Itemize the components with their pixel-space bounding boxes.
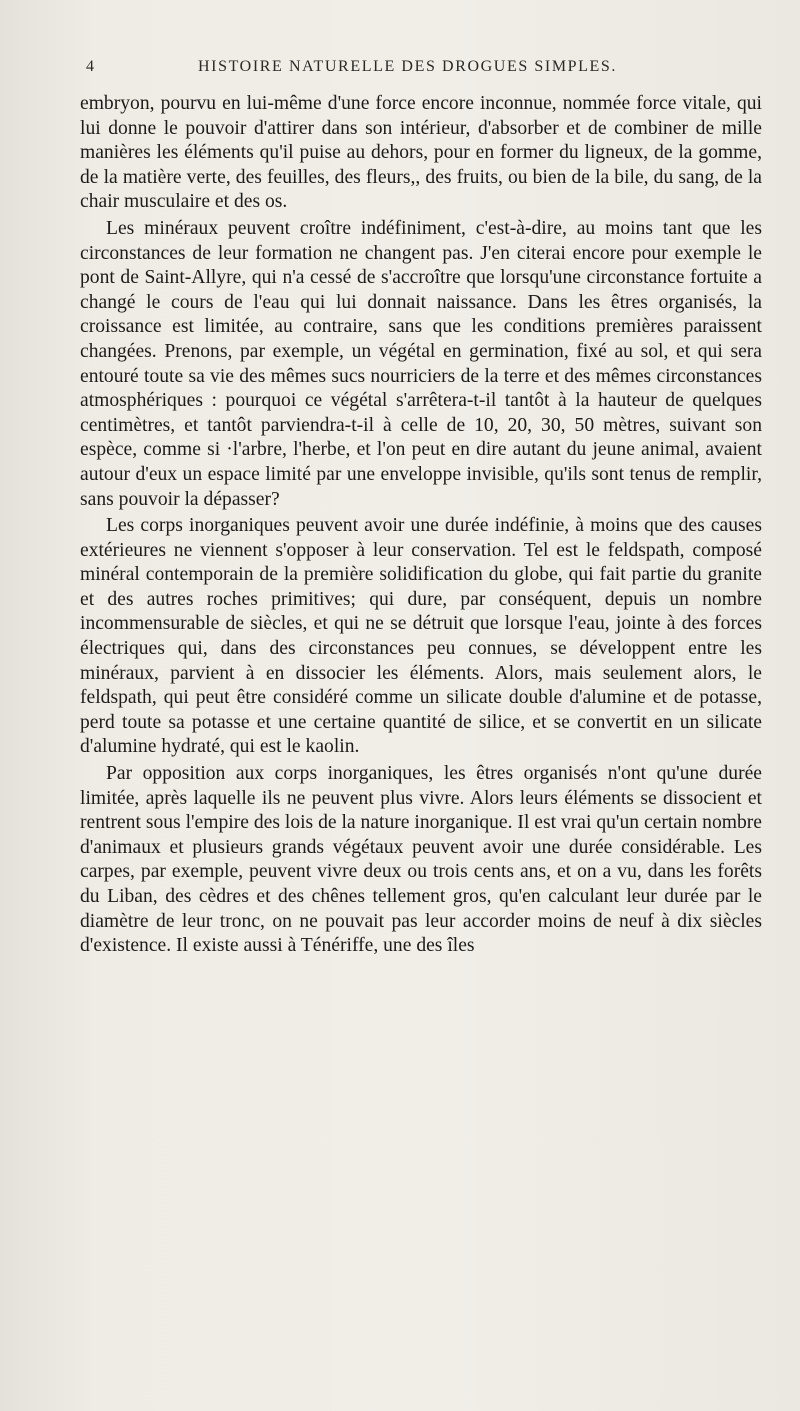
page-number: 4 bbox=[86, 58, 96, 75]
running-header bbox=[86, 58, 776, 84]
body-text bbox=[80, 92, 762, 959]
paragraph: Les minéraux peuvent croître indéfiniment, c'est-à-dire, au moins tant que les circonstances de leur formation ne changent pas. J'en citerai encore pour exemple le pont de Saint-Allyre, qui n'a cessé de s'accroître que lorsqu'une circonstance fortuite a changé le cours de l'eau qui lui donnait naissance. Dans les êtres organisés, la croissance est limitée, au contraire, sans que les conditions premières paraissent changées. Prenons, par exemple, un végétal en germination, fixé au sol, et qui sera entouré toute sa vie des mêmes sucs nourriciers de la terre et des mêmes circonstances atmosphériques : pourquoi ce végétal s'arrêtera-t-il tantôt à la hauteur de quelques centimètres, et tantôt parviendra-t-il à celle de 10, 20, 30, 50 mètres, suivant son espèce, comme si ·l'arbre, l'herbe, et l'on peut en dire autant du jeune animal, avaient autour d'eux un espace limité par une enveloppe invisible, qu'ils sont tenus de remplir, sans pouvoir la dépasser? bbox=[80, 217, 762, 510]
paragraph: embryon, pourvu en lui-même d'une force encore inconnue, nommée force vitale, qui lui donne le pouvoir d'attirer dans son intérieur, d'absorber et de combiner de mille manières les éléments qu'il puise au dehors, pour en former du ligneux, de la gomme, de la matière verte, des feuilles, des fleurs,, des fruits, ou bien de la bile, du sang, de la chair musculaire et des os. bbox=[80, 93, 762, 213]
paragraph: Les corps inorganiques peuvent avoir une durée indéfinie, à moins que des causes extérieures ne viennent s'opposer à leur conservation. Tel est le feldspath, composé minéral contemporain de la première solidification du globe, qui fait partie du granite et des autres roches primitives; qui dure, par conséquent, depuis un nombre incommensurable de siècles, et qui ne se détruit que lorsque l'eau, jointe à des forces électriques qui, dans des circonstances peu connues, se développent entre les minéraux, parvient à en dissocier les éléments. Alors, mais seulement alors, le feldspath, qui peut être considéré comme un silicate double d'alumine et de potasse, perd toute sa potasse et une certaine quantité de silice, et se convertit en un silicate d'alumine hydraté, qui est le kaolin. bbox=[80, 515, 762, 758]
running-title: HISTOIRE NATURELLE DES DROGUES SIMPLES. bbox=[198, 58, 618, 75]
paragraph: Par opposition aux corps inorganiques, les êtres organisés n'ont qu'une durée limitée, après laquelle ils ne peuvent plus vivre. Alors leurs éléments se dissocient et rentrent sous l'empire des lois de la nature inorganique. Il est vrai qu'un certain nombre d'animaux et plusieurs grands végétaux peuvent avoir une durée considérable. Les carpes, par exemple, peuvent vivre deux ou trois cents ans, et on a vu, dans les forêts du Liban, des cèdres et des chênes tellement gros, qu'en calculant leur durée par le diamètre de leur tronc, on ne pouvait pas leur accorder moins de neuf à dix siècles d'existence. Il existe aussi à Ténériffe, une des îles bbox=[80, 763, 762, 957]
